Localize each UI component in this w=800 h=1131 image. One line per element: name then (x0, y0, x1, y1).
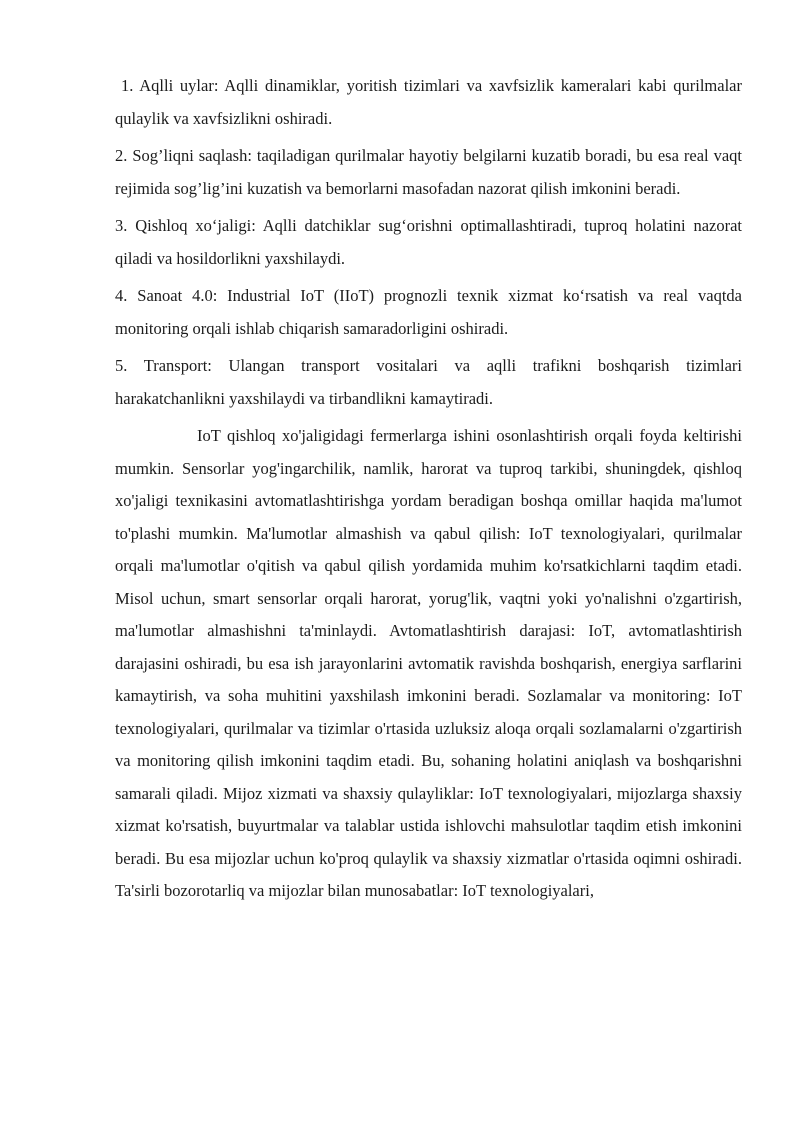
body-paragraph: IoT qishloq xo'jaligidagi fermerlarga ishini osonlashtirish orqali foyda keltirishi mumkin. Sensorlar yog'ingarchilik, namlik, harorat va tuproq tarkibi, shuningdek, qishloq xo'jaligi texnikasini avtomatlashtirishga yordam beradigan boshqa omillar haqida ma'lumot to'plashi mumkin. Ma'lumotlar almashish va qabul qilish: IoT texnologiyalari, qurilmalar orqali ma'lumotlar o'qitish va qabul qilish yordamida muhim ko'rsatkichlarni taqdim etadi. Misol uchun, smart sensorlar orqali harorat, yorug'lik, vaqtni yoki yo'nalishni o'zgartirish, ma'lumotlar almashishni ta'minlaydi. Avtomatlashtirish darajasi: IoT, avtomatlashtirish darajasini oshiradi, bu esa ish jarayonlarini avtomatik ravishda boshqarish, energiya sarflarini kamaytirish, va soha muhitini yaxshilash imkonini beradi. Sozlamalar va monitoring: IoT texnologiyalari, qurilmalar va tizimlar o'rtasida uzluksiz aloqa orqali sozlamalarni o'zgartirish va monitoring qilish imkonini taqdim etadi. Bu, sohaning holatini aniqlash va boshqarishni samarali qiladi. Mijoz xizmati va shaxsiy qulayliklar: IoT texnologiyalari, mijozlarga shaxsiy xizmat ko'rsatish, buyurtmalar va talablar ustida ishlovchi mahsulotlar taqdim etish imkonini beradi. Bu esa mijozlar uchun ko'proq qulaylik va shaxsiy xizmatlar o'rtasida oqimni oshiradi. Ta'sirli bozorotarliq va mijozlar bilan munosabatlar: IoT texnologiyalari, (115, 426, 742, 900)
list-item-smart-homes: 1. Aqlli uylar: Aqlli dinamiklar, yoritish tizimlari va xavfsizlik kameralari kabi qurilmalar qulaylik va xavfsizlikni oshiradi. (115, 76, 742, 128)
list-item-industry: 4. Sanoat 4.0: Industrial IoT (IIoT) prognozli texnik xizmat ko‘rsatish va real vaqtda monitoring orqali ishlab chiqarish samaradorligini oshiradi. (115, 286, 742, 338)
list-item-transport: 5. Transport: Ulangan transport vositalari va aqlli trafikni boshqarish tizimlari harakatchanlikni yaxshilaydi va tirbandlikni kamaytiradi. (115, 356, 742, 408)
list-item-agriculture: 3. Qishloq xo‘jaligi: Aqlli datchiklar sug‘orishni optimallashtiradi, tuproq holatini nazorat qiladi va hosildorlikni yaxshilaydi. (115, 216, 742, 268)
document-page (115, 70, 742, 913)
list-item-healthcare: 2. Sog’liqni saqlash: taqiladigan qurilmalar hayotiy belgilarni kuzatib boradi, bu esa real vaqt rejimida sog’lig’ini kuzatish va bemorlarni masofadan nazorat qilish imkonini beradi. (115, 146, 742, 198)
